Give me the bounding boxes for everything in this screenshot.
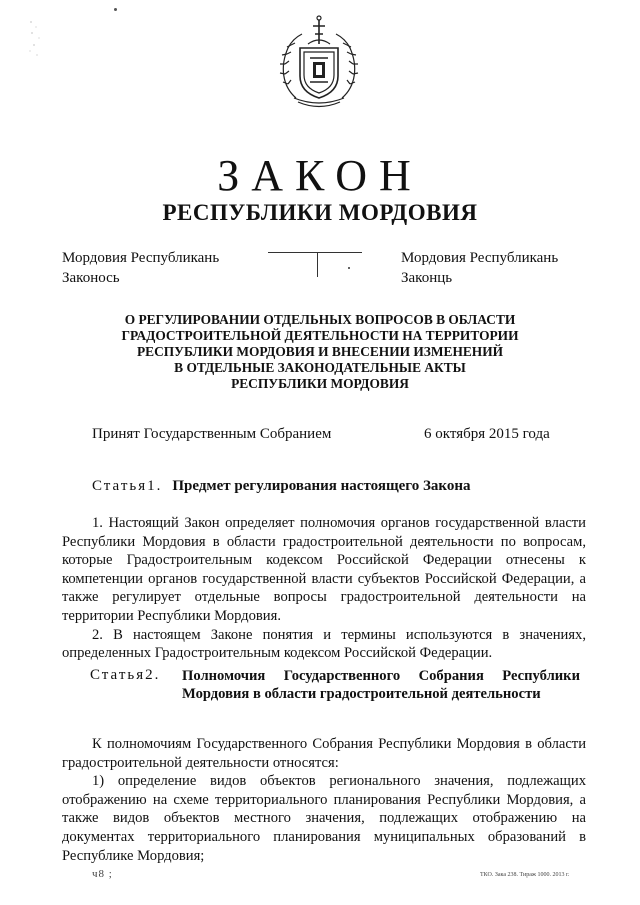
adopted-date: 6 октября 2015 года xyxy=(424,426,550,442)
print-info: ТКО. Зака 238. Тираж 1000. 2013 г. xyxy=(480,872,570,878)
law-title-line: РЕСПУБЛИКИ МОРДОВИЯ xyxy=(231,376,409,391)
article-1-paragraph-1: 1. Настоящий Закон определяет полномочия органов государственной власти Республики Мордовия в области градостроительной деятельности по вопросам, которые Градостроительным кодексом Российской Федерации отнесены к компетенции органов государственной власти субъектов Российской Федерации, а также регулирует отдельные вопросы градостроительной деятельности на территории Республики Мордовия. xyxy=(62,515,586,624)
document-title: ЗАКОН xyxy=(217,151,423,200)
article-2-paragraph-1: К полномочиям Государственного Собрания Республики Мордовия в области градостроительной деятельности относятся: xyxy=(62,736,586,771)
article-1-heading xyxy=(92,478,470,495)
scan-dot xyxy=(348,267,350,269)
article-1-body xyxy=(62,514,586,663)
law-name-right-line-1: Мордовия Республикань xyxy=(401,250,559,266)
article-2-title: Полномочия Государственного Собрания Республики Мордовия в области градостроительной деятельности xyxy=(182,668,580,702)
law-title-line: РЕСПУБЛИКИ МОРДОВИЯ И ВНЕСЕНИИ ИЗМЕНЕНИЙ xyxy=(136,344,504,359)
law-name-left-line-1: Мордовия Республикань xyxy=(62,250,220,266)
coat-of-arms-icon xyxy=(274,14,364,110)
footer-mark: ч8 ; xyxy=(92,868,113,880)
number-divider xyxy=(317,253,318,277)
law-title-line: ГРАДОСТРОИТЕЛЬНОЙ ДЕЯТЕЛЬНОСТИ НА ТЕРРИТОРИИ xyxy=(121,328,519,343)
law-title xyxy=(100,312,540,392)
article-1-title: Предмет регулирования настоящего Закона xyxy=(172,478,471,494)
scan-mark xyxy=(114,8,117,11)
article-2-label: Статья2. xyxy=(90,667,161,683)
law-title-line: В ОТДЕЛЬНЫЕ ЗАКОНОДАТЕЛЬНЫЕ АКТЫ xyxy=(174,360,466,375)
number-line xyxy=(268,252,362,253)
article-2-body xyxy=(62,735,586,865)
law-name-left-language xyxy=(62,248,219,288)
scan-noise xyxy=(28,18,48,58)
law-name-right-language xyxy=(401,248,558,288)
law-name-left-line-2: Законось xyxy=(62,270,120,286)
article-1-paragraph-2: 2. В настоящем Законе понятия и термины используются в значениях, определенных Градостроительным кодексом Российской Федерации. xyxy=(62,626,586,662)
law-title-line: О РЕГУЛИРОВАНИИ ОТДЕЛЬНЫХ ВОПРОСОВ В ОБЛАСТИ xyxy=(124,312,516,327)
adopted-by: Принят Государственным Собранием xyxy=(92,426,332,442)
article-1-label: Статья1. xyxy=(92,478,163,494)
article-2-paragraph-2: 1) определение видов объектов регионального значения, подлежащих отображению на схеме территориального планирования Республики Мордовия, а также видов объектов местного значения, подлежащих отображению на документах территориального планирования муниципальных образований в Республике Мордовия; xyxy=(62,773,586,864)
law-name-right-line-2: Законць xyxy=(401,270,453,286)
document-subtitle: РЕСПУБЛИКИ МОРДОВИЯ xyxy=(162,200,478,225)
